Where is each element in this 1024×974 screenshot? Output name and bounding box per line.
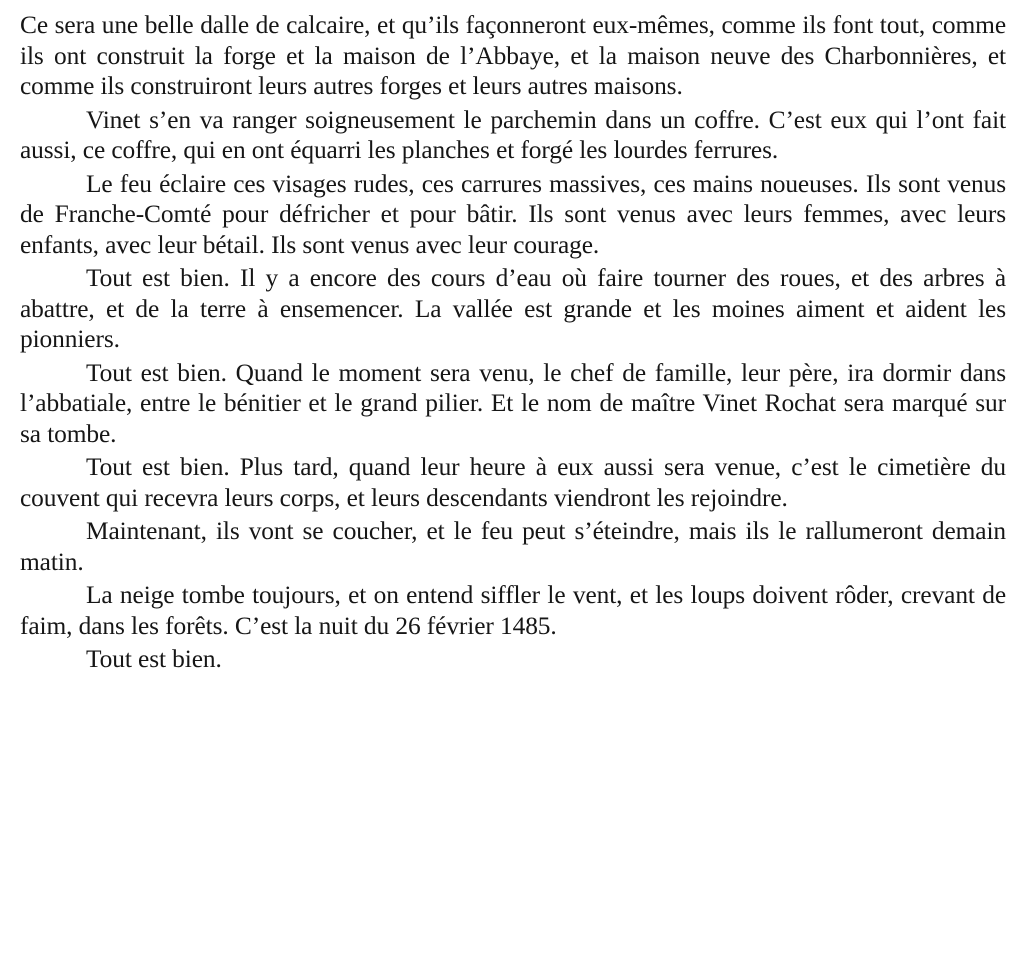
paragraph-8: La neige tombe toujours, et on entend siffler le vent, et les loups doivent rôder, crevant de faim, dans les forêts. C’est la nuit du 26 février 1485. xyxy=(20,581,1006,640)
paragraph-9: Tout est bien. xyxy=(86,645,222,673)
paragraph-2: Vinet s’en va ranger soigneusement le parchemin dans un coffre. C’est eux qui l’ont fait aussi, ce coffre, qui en ont équarri les planches et forgé les lourdes ferrures. xyxy=(20,105,1006,164)
paragraph-6: Tout est bien. Plus tard, quand leur heure à eux aussi sera venue, c’est le cimetière du couvent qui recevra leurs corps, et leurs descendants viendront les rejoindre. xyxy=(20,453,1006,512)
page-text xyxy=(20,10,1006,678)
paragraph-3: Le feu éclaire ces visages rudes, ces carrures massives, ces mains noueuses. Ils sont venus de Franche-Comté pour défricher et pour bâtir. Ils sont venus avec leurs femmes, avec leurs enfants, avec leur bétail. Ils sont venus avec leur courage. xyxy=(20,169,1006,259)
paragraph-4: Tout est bien. Il y a encore des cours d’eau où faire tourner des roues, et des arbres à abattre, et de la terre à ensemencer. La vallée est grande et les moines aiment et aident les pionniers. xyxy=(20,264,1006,353)
paragraph-7: Maintenant, ils vont se coucher, et le feu peut s’éteindre, mais ils le rallumeront demain matin. xyxy=(20,517,1006,576)
paragraph-5: Tout est bien. Quand le moment sera venu, le chef de famille, leur père, ira dormir dans l’abbatiale, entre le bénitier et le grand pilier. Et le nom de maître Vinet Rochat sera marqué sur sa tombe. xyxy=(20,358,1006,448)
paragraph-1: Ce sera une belle dalle de calcaire, et qu’ils façonneront eux-mêmes, comme ils font tout, comme ils ont construit la forge et la maison de l’Abbaye, et la maison neuve des Charbonnières, et comme ils construiront leurs autres forges et leurs autres maisons. xyxy=(20,11,1006,100)
